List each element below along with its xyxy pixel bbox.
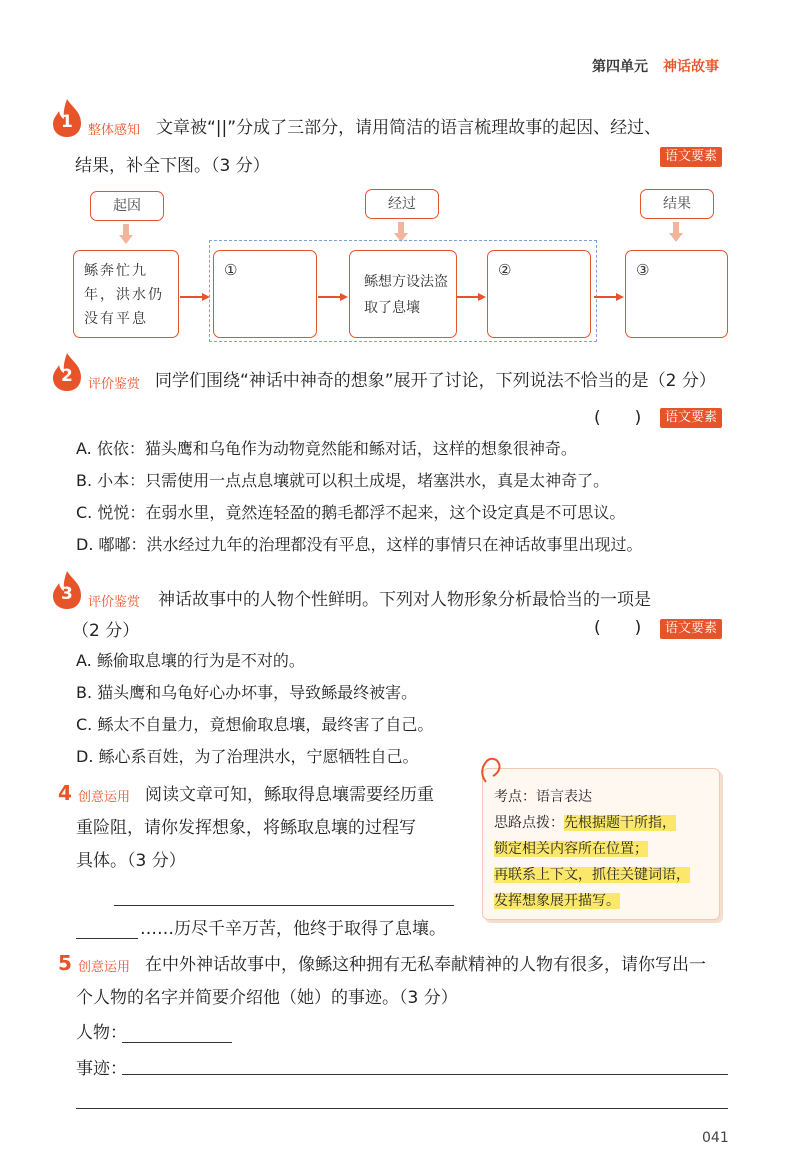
- deeds-answer-line[interactable]: [76, 1108, 728, 1109]
- question-tag: 创意运用: [78, 960, 131, 975]
- option-c[interactable]: C. 悦悦：在弱水里，竟然连轻盈的鹅毛都浮不起来，这个设定真是不可思议。: [76, 503, 626, 522]
- badge-language-element: 语文要素: [660, 619, 722, 639]
- answer-line[interactable]: [114, 905, 454, 906]
- tip-highlight: 再联系上下文，抓住关键词语，: [494, 867, 690, 883]
- answer-paren[interactable]: ( ): [594, 408, 642, 428]
- blank-box-2[interactable]: [487, 250, 591, 338]
- tip-topic: 考点：语言表达: [494, 789, 592, 805]
- question-tag: 创意运用: [78, 790, 131, 805]
- cause-box: [73, 250, 179, 338]
- tip-highlight: 先根据题干所指，: [564, 815, 676, 831]
- tip-highlight: 发挥想象展开描写。: [494, 893, 620, 909]
- question-5-text-line1: 在中外神话故事中，像鲧这种拥有无私奉献精神的人物有很多，请你写出一: [145, 955, 706, 975]
- question-number: 1: [61, 112, 73, 132]
- blank-box-1[interactable]: [213, 250, 317, 338]
- right-arrow-icon: [456, 292, 486, 302]
- question-5-text-line2: 个人物的名字并简要介绍他（她）的事迹。（3 分）: [76, 988, 458, 1008]
- page-number: 041: [702, 1130, 729, 1146]
- option-b[interactable]: B. 小本：只需使用一点点息壤就可以积土成堤，堵塞洪水，真是太神奇了。: [76, 471, 610, 490]
- tip-line-4: [494, 888, 620, 915]
- option-a[interactable]: A. 依依：猫头鹰和乌龟作为动物竟然能和鲧对话，这样的想象很神奇。: [76, 439, 577, 458]
- answer-paren[interactable]: ( ): [594, 618, 642, 638]
- tip-label: 思路点拨：: [494, 815, 564, 831]
- tip-highlight: 锁定相关内容所在位置；: [494, 841, 648, 857]
- answer-line[interactable]: [76, 938, 138, 939]
- badge-language-element: 语文要素: [660, 147, 722, 167]
- option-d[interactable]: D. 嘟嘟：洪水经过九年的治理都没有平息，这样的事情只在神话故事里出现过。: [76, 535, 643, 554]
- question-number: 3: [61, 584, 73, 604]
- option-a[interactable]: A. 鲧偷取息壤的行为是不对的。: [76, 651, 305, 670]
- question-2-marker: [50, 352, 84, 396]
- right-arrow-icon: [318, 292, 348, 302]
- topic-title: 神话故事: [663, 59, 719, 75]
- question-tag: 评价鉴赏: [88, 377, 141, 392]
- tip-line-2: [494, 836, 648, 863]
- down-arrow-icon: [669, 222, 683, 244]
- tip-line-1: [494, 810, 676, 837]
- person-answer-line[interactable]: [122, 1042, 232, 1043]
- middle-box: [349, 250, 457, 338]
- question-tag: 整体感知: [88, 123, 141, 138]
- tip-line-3: [494, 862, 690, 889]
- blank-3-marker: ③: [636, 261, 650, 279]
- middle-text: 鲧想方设法盗取了息壤: [364, 274, 448, 316]
- right-arrow-icon: [594, 292, 624, 302]
- badge-language-element: 语文要素: [660, 408, 722, 428]
- question-4-text-line2: 重险阻，请你发挥想象，将鲧取息壤的过程写: [76, 818, 416, 838]
- question-number: 5: [58, 951, 72, 975]
- question-number: 2: [61, 366, 73, 386]
- question-tag: 评价鉴赏: [88, 595, 141, 610]
- question-3-marker: [50, 570, 84, 614]
- blank-2-marker: ②: [498, 261, 512, 279]
- question-4-ending: ……历尽千辛万苦，他终于取得了息壤。: [140, 919, 446, 939]
- question-number: 4: [58, 781, 72, 805]
- label-result: 结果: [640, 189, 714, 219]
- label-cause: 起因: [90, 191, 164, 221]
- cause-text: 鲧奔忙九年，洪水仍没有平息: [84, 263, 164, 327]
- question-2-text: 同学们围绕“神话中神奇的想象”展开了讨论，下列说法不恰当的是（2 分）: [155, 371, 716, 391]
- question-4-text-line3: 具体。（3 分）: [76, 851, 186, 871]
- question-1-marker: [50, 98, 84, 142]
- option-c[interactable]: C. 鲧太不自量力，竟想偷取息壤，最终害了自己。: [76, 715, 434, 734]
- question-3-text-line2: （2 分）: [72, 621, 140, 641]
- question-1-text-line1: 文章被“||”分成了三部分，请用简洁的语言梳理故事的起因、经过、: [156, 118, 662, 138]
- down-arrow-icon: [119, 224, 133, 246]
- question-4-text-line1: 阅读文章可知，鲧取得息壤需要经历重: [145, 785, 434, 805]
- unit-title: 第四单元: [592, 59, 648, 75]
- label-deeds: 事迹：: [76, 1059, 127, 1079]
- blank-box-3[interactable]: [625, 250, 728, 338]
- label-process: 经过: [365, 189, 439, 219]
- question-3-text-line1: 神话故事中的人物个性鲜明。下列对人物形象分析最恰当的一项是: [158, 590, 651, 610]
- paperclip-icon: [478, 756, 504, 784]
- option-b[interactable]: B. 猫头鹰和乌龟好心办坏事，导致鲧最终被害。: [76, 683, 418, 702]
- label-person: 人物：: [76, 1023, 127, 1043]
- deeds-answer-line[interactable]: [122, 1074, 728, 1075]
- option-d[interactable]: D. 鲧心系百姓，为了治理洪水，宁愿牺牲自己。: [76, 747, 419, 766]
- blank-1-marker: ①: [224, 261, 238, 279]
- question-1-text-line2: 结果，补全下图。（3 分）: [75, 156, 270, 176]
- right-arrow-icon: [180, 292, 210, 302]
